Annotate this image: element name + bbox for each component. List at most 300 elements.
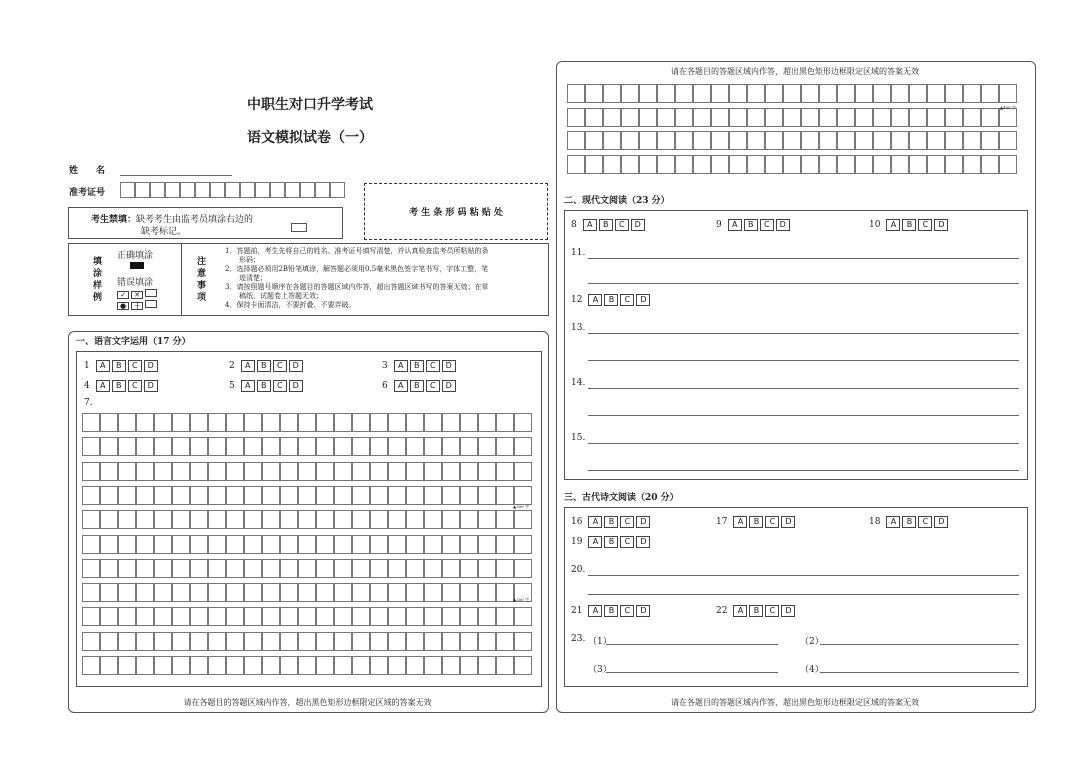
answer-line-15a[interactable] bbox=[588, 443, 1019, 444]
option-d-box[interactable]: D bbox=[144, 380, 158, 392]
writing-cell[interactable] bbox=[406, 462, 424, 481]
writing-cell[interactable] bbox=[514, 462, 532, 481]
writing-cell[interactable] bbox=[567, 84, 585, 103]
answer-line-14a[interactable] bbox=[588, 388, 1019, 389]
writing-cell[interactable] bbox=[657, 108, 675, 127]
option-c-box[interactable]: C bbox=[426, 380, 440, 392]
option-c-box[interactable]: C bbox=[426, 360, 440, 372]
writing-cell[interactable] bbox=[280, 462, 298, 481]
writing-cell[interactable] bbox=[765, 131, 783, 150]
writing-cell[interactable] bbox=[298, 462, 316, 481]
writing-cell[interactable] bbox=[226, 486, 244, 505]
writing-cell[interactable] bbox=[424, 583, 442, 602]
writing-cell[interactable] bbox=[585, 131, 603, 150]
writing-cell[interactable] bbox=[693, 108, 711, 127]
writing-cell[interactable] bbox=[100, 510, 118, 529]
writing-cell[interactable] bbox=[801, 84, 819, 103]
writing-cell[interactable] bbox=[244, 535, 262, 554]
exam-id-digit-box[interactable] bbox=[315, 182, 330, 198]
writing-cell[interactable] bbox=[711, 108, 729, 127]
writing-cell[interactable] bbox=[244, 437, 262, 456]
writing-cell[interactable] bbox=[280, 583, 298, 602]
option-d-box[interactable]: D bbox=[442, 380, 456, 392]
writing-cell[interactable] bbox=[100, 462, 118, 481]
writing-cell[interactable] bbox=[460, 583, 478, 602]
writing-cell[interactable] bbox=[136, 535, 154, 554]
writing-cell[interactable] bbox=[352, 607, 370, 626]
option-c-box[interactable]: C bbox=[918, 516, 932, 528]
writing-cell[interactable] bbox=[262, 486, 280, 505]
writing-cell[interactable] bbox=[783, 131, 801, 150]
writing-cell[interactable] bbox=[442, 583, 460, 602]
writing-cell[interactable] bbox=[262, 583, 280, 602]
writing-cell[interactable] bbox=[262, 510, 280, 529]
writing-cell[interactable] bbox=[82, 486, 100, 505]
exam-id-digit-box[interactable] bbox=[285, 182, 300, 198]
writing-cell[interactable] bbox=[729, 131, 747, 150]
writing-cell[interactable] bbox=[406, 656, 424, 675]
option-b-box[interactable]: B bbox=[749, 605, 763, 617]
writing-cell[interactable] bbox=[118, 656, 136, 675]
writing-cell[interactable] bbox=[136, 413, 154, 432]
writing-cell[interactable] bbox=[226, 535, 244, 554]
writing-cell[interactable] bbox=[388, 437, 406, 456]
writing-cell[interactable] bbox=[352, 535, 370, 554]
writing-cell[interactable] bbox=[118, 583, 136, 602]
writing-cell[interactable] bbox=[621, 155, 639, 174]
writing-cell[interactable] bbox=[837, 84, 855, 103]
writing-cell[interactable] bbox=[298, 413, 316, 432]
writing-cell[interactable] bbox=[190, 510, 208, 529]
option-c-box[interactable]: C bbox=[620, 536, 634, 548]
writing-cell[interactable] bbox=[154, 510, 172, 529]
writing-cell[interactable] bbox=[729, 155, 747, 174]
writing-cell[interactable] bbox=[370, 583, 388, 602]
writing-cell[interactable] bbox=[82, 607, 100, 626]
writing-cell[interactable] bbox=[154, 559, 172, 578]
option-a-box[interactable]: A bbox=[241, 360, 255, 372]
writing-cell[interactable] bbox=[424, 632, 442, 651]
writing-cell[interactable] bbox=[82, 583, 100, 602]
writing-cell[interactable] bbox=[208, 632, 226, 651]
writing-cell[interactable] bbox=[352, 437, 370, 456]
writing-cell[interactable] bbox=[244, 607, 262, 626]
option-c-box[interactable]: C bbox=[615, 219, 629, 231]
writing-cell[interactable] bbox=[208, 462, 226, 481]
writing-cell[interactable] bbox=[118, 559, 136, 578]
writing-cell[interactable] bbox=[460, 462, 478, 481]
writing-cell[interactable] bbox=[262, 656, 280, 675]
option-a-box[interactable]: A bbox=[96, 360, 110, 372]
writing-cell[interactable] bbox=[352, 413, 370, 432]
writing-cell[interactable] bbox=[981, 131, 999, 150]
writing-cell[interactable] bbox=[747, 155, 765, 174]
writing-cell[interactable] bbox=[370, 510, 388, 529]
writing-cell[interactable] bbox=[927, 155, 945, 174]
writing-cell[interactable] bbox=[442, 462, 460, 481]
writing-cell[interactable] bbox=[675, 108, 693, 127]
option-b-box[interactable]: B bbox=[744, 219, 758, 231]
writing-cell[interactable] bbox=[388, 510, 406, 529]
writing-cell[interactable] bbox=[226, 656, 244, 675]
writing-cell[interactable] bbox=[100, 413, 118, 432]
writing-cell[interactable] bbox=[226, 559, 244, 578]
writing-cell[interactable] bbox=[585, 155, 603, 174]
writing-cell[interactable] bbox=[316, 559, 334, 578]
writing-cell[interactable] bbox=[190, 559, 208, 578]
writing-cell[interactable] bbox=[316, 535, 334, 554]
writing-cell[interactable] bbox=[262, 607, 280, 626]
writing-cell[interactable] bbox=[927, 131, 945, 150]
writing-cell[interactable] bbox=[406, 583, 424, 602]
writing-cell[interactable] bbox=[262, 632, 280, 651]
writing-cell[interactable] bbox=[460, 656, 478, 675]
continued-writing-grid[interactable] bbox=[567, 84, 1023, 178]
writing-cell[interactable] bbox=[891, 131, 909, 150]
writing-cell[interactable] bbox=[496, 535, 514, 554]
writing-cell[interactable] bbox=[945, 131, 963, 150]
writing-cell[interactable] bbox=[82, 535, 100, 554]
writing-cell[interactable] bbox=[388, 462, 406, 481]
option-a-box[interactable]: A bbox=[733, 605, 747, 617]
writing-cell[interactable] bbox=[424, 535, 442, 554]
writing-cell[interactable] bbox=[352, 583, 370, 602]
writing-cell[interactable] bbox=[478, 437, 496, 456]
writing-cell[interactable] bbox=[657, 155, 675, 174]
writing-cell[interactable] bbox=[100, 656, 118, 675]
writing-cell[interactable] bbox=[100, 437, 118, 456]
writing-cell[interactable] bbox=[514, 413, 532, 432]
writing-cell[interactable] bbox=[442, 510, 460, 529]
writing-cell[interactable] bbox=[873, 131, 891, 150]
writing-cell[interactable] bbox=[136, 583, 154, 602]
writing-cell[interactable] bbox=[442, 632, 460, 651]
writing-cell[interactable] bbox=[262, 535, 280, 554]
writing-cell[interactable] bbox=[118, 462, 136, 481]
option-a-box[interactable]: A bbox=[588, 294, 602, 306]
writing-cell[interactable] bbox=[927, 108, 945, 127]
option-c-box[interactable]: C bbox=[918, 219, 932, 231]
writing-cell[interactable] bbox=[442, 607, 460, 626]
exam-id-digit-box[interactable] bbox=[225, 182, 240, 198]
writing-cell[interactable] bbox=[424, 559, 442, 578]
writing-cell[interactable] bbox=[639, 131, 657, 150]
writing-cell[interactable] bbox=[675, 84, 693, 103]
option-a-box[interactable]: A bbox=[728, 219, 742, 231]
writing-cell[interactable] bbox=[406, 510, 424, 529]
exam-id-digit-box[interactable] bbox=[120, 182, 135, 198]
writing-cell[interactable] bbox=[100, 632, 118, 651]
option-a-box[interactable]: A bbox=[583, 219, 597, 231]
writing-cell[interactable] bbox=[190, 583, 208, 602]
writing-cell[interactable] bbox=[496, 559, 514, 578]
writing-cell[interactable] bbox=[855, 131, 873, 150]
writing-cell[interactable] bbox=[280, 486, 298, 505]
writing-cell[interactable] bbox=[514, 437, 532, 456]
writing-cell[interactable] bbox=[82, 437, 100, 456]
writing-cell[interactable] bbox=[460, 510, 478, 529]
option-b-box[interactable]: B bbox=[599, 219, 613, 231]
writing-cell[interactable] bbox=[334, 413, 352, 432]
option-a-box[interactable]: A bbox=[588, 605, 602, 617]
option-b-box[interactable]: B bbox=[410, 360, 424, 372]
writing-cell[interactable] bbox=[334, 462, 352, 481]
writing-cell[interactable] bbox=[711, 155, 729, 174]
writing-cell[interactable] bbox=[639, 84, 657, 103]
writing-cell[interactable] bbox=[388, 583, 406, 602]
writing-cell[interactable] bbox=[406, 607, 424, 626]
answer-line-13a[interactable] bbox=[588, 333, 1019, 334]
writing-cell[interactable] bbox=[514, 656, 532, 675]
writing-cell[interactable] bbox=[496, 656, 514, 675]
writing-cell[interactable] bbox=[496, 510, 514, 529]
exam-id-digit-box[interactable] bbox=[270, 182, 285, 198]
option-b-box[interactable]: B bbox=[257, 380, 271, 392]
writing-cell[interactable] bbox=[478, 583, 496, 602]
writing-cell[interactable] bbox=[963, 155, 981, 174]
writing-cell[interactable] bbox=[819, 155, 837, 174]
writing-cell[interactable] bbox=[154, 413, 172, 432]
writing-cell[interactable] bbox=[100, 535, 118, 554]
writing-cell[interactable] bbox=[496, 486, 514, 505]
writing-cell[interactable] bbox=[316, 656, 334, 675]
option-c-box[interactable]: C bbox=[273, 360, 287, 372]
writing-cell[interactable] bbox=[190, 486, 208, 505]
option-d-box[interactable]: D bbox=[934, 219, 948, 231]
writing-cell[interactable] bbox=[639, 108, 657, 127]
writing-cell[interactable] bbox=[819, 84, 837, 103]
writing-cell[interactable] bbox=[478, 413, 496, 432]
writing-cell[interactable] bbox=[406, 413, 424, 432]
answer-line-13b[interactable] bbox=[588, 360, 1019, 361]
writing-cell[interactable] bbox=[82, 462, 100, 481]
writing-cell[interactable] bbox=[406, 632, 424, 651]
writing-cell[interactable] bbox=[855, 84, 873, 103]
writing-cell[interactable] bbox=[298, 535, 316, 554]
option-d-box[interactable]: D bbox=[781, 516, 795, 528]
writing-cell[interactable] bbox=[190, 535, 208, 554]
writing-cell[interactable] bbox=[154, 462, 172, 481]
exam-id-digit-box[interactable] bbox=[165, 182, 180, 198]
writing-cell[interactable] bbox=[873, 155, 891, 174]
answer-line-23-2[interactable] bbox=[820, 644, 1019, 645]
writing-cell[interactable] bbox=[226, 510, 244, 529]
option-b-box[interactable]: B bbox=[749, 516, 763, 528]
writing-cell[interactable] bbox=[100, 559, 118, 578]
writing-cell[interactable] bbox=[783, 155, 801, 174]
writing-cell[interactable] bbox=[352, 656, 370, 675]
writing-cell[interactable] bbox=[478, 559, 496, 578]
exam-id-digit-box[interactable] bbox=[195, 182, 210, 198]
option-b-box[interactable]: B bbox=[902, 516, 916, 528]
absent-mark-box[interactable] bbox=[291, 223, 307, 232]
writing-cell[interactable] bbox=[172, 607, 190, 626]
writing-cell[interactable] bbox=[567, 131, 585, 150]
writing-cell[interactable] bbox=[244, 583, 262, 602]
option-a-box[interactable]: A bbox=[588, 516, 602, 528]
option-c-box[interactable]: C bbox=[128, 360, 142, 372]
writing-cell[interactable] bbox=[334, 607, 352, 626]
writing-cell[interactable] bbox=[298, 559, 316, 578]
option-c-box[interactable]: C bbox=[765, 605, 779, 617]
exam-id-digit-box[interactable] bbox=[240, 182, 255, 198]
writing-cell[interactable] bbox=[478, 486, 496, 505]
writing-cell[interactable] bbox=[945, 155, 963, 174]
option-d-box[interactable]: D bbox=[934, 516, 948, 528]
writing-cell[interactable] bbox=[190, 632, 208, 651]
writing-cell[interactable] bbox=[765, 108, 783, 127]
writing-cell[interactable] bbox=[406, 486, 424, 505]
writing-cell[interactable] bbox=[280, 607, 298, 626]
option-a-box[interactable]: A bbox=[241, 380, 255, 392]
writing-cell[interactable] bbox=[837, 108, 855, 127]
option-d-box[interactable]: D bbox=[636, 294, 650, 306]
writing-cell[interactable] bbox=[136, 559, 154, 578]
writing-cell[interactable] bbox=[352, 559, 370, 578]
writing-cell[interactable] bbox=[226, 413, 244, 432]
writing-cell[interactable] bbox=[190, 656, 208, 675]
writing-cell[interactable] bbox=[154, 656, 172, 675]
exam-id-digit-box[interactable] bbox=[300, 182, 315, 198]
writing-cell[interactable] bbox=[657, 84, 675, 103]
writing-cell[interactable] bbox=[496, 607, 514, 626]
writing-cell[interactable] bbox=[603, 131, 621, 150]
writing-cell[interactable] bbox=[442, 413, 460, 432]
writing-cell[interactable] bbox=[316, 486, 334, 505]
writing-cell[interactable] bbox=[172, 583, 190, 602]
writing-cell[interactable] bbox=[244, 510, 262, 529]
writing-cell[interactable] bbox=[478, 607, 496, 626]
writing-cell[interactable] bbox=[172, 632, 190, 651]
option-b-box[interactable]: B bbox=[604, 516, 618, 528]
writing-cell[interactable] bbox=[585, 84, 603, 103]
writing-cell[interactable] bbox=[154, 486, 172, 505]
writing-cell[interactable] bbox=[585, 108, 603, 127]
writing-cell[interactable] bbox=[909, 84, 927, 103]
writing-cell[interactable] bbox=[478, 656, 496, 675]
writing-cell[interactable] bbox=[208, 656, 226, 675]
writing-cell[interactable] bbox=[262, 462, 280, 481]
writing-cell[interactable] bbox=[370, 486, 388, 505]
writing-cell[interactable] bbox=[298, 437, 316, 456]
writing-cell[interactable] bbox=[388, 632, 406, 651]
writing-cell[interactable] bbox=[118, 510, 136, 529]
writing-cell[interactable] bbox=[172, 486, 190, 505]
writing-cell[interactable] bbox=[262, 437, 280, 456]
writing-cell[interactable] bbox=[244, 486, 262, 505]
writing-cell[interactable] bbox=[639, 155, 657, 174]
exam-id-digit-box[interactable] bbox=[330, 182, 345, 198]
writing-cell[interactable] bbox=[280, 559, 298, 578]
writing-cell[interactable] bbox=[208, 583, 226, 602]
writing-cell[interactable] bbox=[981, 155, 999, 174]
writing-cell[interactable] bbox=[172, 510, 190, 529]
writing-cell[interactable] bbox=[244, 413, 262, 432]
option-a-box[interactable]: A bbox=[886, 516, 900, 528]
option-d-box[interactable]: D bbox=[144, 360, 158, 372]
writing-cell[interactable] bbox=[603, 155, 621, 174]
exam-id-digit-box[interactable] bbox=[180, 182, 195, 198]
writing-cell[interactable] bbox=[334, 437, 352, 456]
writing-cell[interactable] bbox=[406, 535, 424, 554]
writing-cell[interactable] bbox=[460, 437, 478, 456]
writing-cell[interactable] bbox=[280, 632, 298, 651]
option-b-box[interactable]: B bbox=[604, 294, 618, 306]
writing-cell[interactable] bbox=[352, 510, 370, 529]
writing-cell[interactable] bbox=[190, 462, 208, 481]
option-d-box[interactable]: D bbox=[636, 516, 650, 528]
writing-cell[interactable] bbox=[136, 656, 154, 675]
option-d-box[interactable]: D bbox=[776, 219, 790, 231]
option-b-box[interactable]: B bbox=[112, 360, 126, 372]
answer-line-14b[interactable] bbox=[588, 415, 1019, 416]
writing-cell[interactable] bbox=[729, 108, 747, 127]
writing-cell[interactable] bbox=[442, 437, 460, 456]
writing-cell[interactable] bbox=[298, 486, 316, 505]
writing-cell[interactable] bbox=[460, 632, 478, 651]
writing-cell[interactable] bbox=[82, 632, 100, 651]
writing-cell[interactable] bbox=[334, 632, 352, 651]
writing-cell[interactable] bbox=[496, 413, 514, 432]
writing-cell[interactable] bbox=[298, 583, 316, 602]
option-a-box[interactable]: A bbox=[394, 380, 408, 392]
writing-cell[interactable] bbox=[460, 559, 478, 578]
writing-cell[interactable] bbox=[82, 413, 100, 432]
writing-cell[interactable] bbox=[478, 632, 496, 651]
writing-cell[interactable] bbox=[496, 583, 514, 602]
writing-cell[interactable] bbox=[496, 437, 514, 456]
writing-cell[interactable] bbox=[136, 486, 154, 505]
writing-cell[interactable] bbox=[334, 559, 352, 578]
writing-cell[interactable] bbox=[370, 607, 388, 626]
writing-cell[interactable] bbox=[406, 559, 424, 578]
writing-cell[interactable] bbox=[388, 535, 406, 554]
answer-line-23-3[interactable] bbox=[606, 672, 778, 673]
writing-cell[interactable] bbox=[190, 437, 208, 456]
writing-cell[interactable] bbox=[801, 108, 819, 127]
writing-cell[interactable] bbox=[208, 437, 226, 456]
writing-cell[interactable] bbox=[154, 607, 172, 626]
answer-line-20a[interactable] bbox=[588, 575, 1019, 576]
writing-cell[interactable] bbox=[945, 108, 963, 127]
writing-cell[interactable] bbox=[514, 632, 532, 651]
writing-cell[interactable] bbox=[280, 535, 298, 554]
writing-cell[interactable] bbox=[298, 510, 316, 529]
writing-cell[interactable] bbox=[226, 607, 244, 626]
writing-cell[interactable] bbox=[244, 559, 262, 578]
option-b-box[interactable]: B bbox=[112, 380, 126, 392]
name-field[interactable] bbox=[120, 175, 232, 176]
writing-cell[interactable] bbox=[118, 607, 136, 626]
writing-cell[interactable] bbox=[298, 632, 316, 651]
answer-line-11a[interactable] bbox=[588, 258, 1019, 259]
writing-cell[interactable] bbox=[855, 108, 873, 127]
answer-line-15b[interactable] bbox=[588, 470, 1019, 471]
writing-cell[interactable] bbox=[567, 155, 585, 174]
writing-cell[interactable] bbox=[208, 510, 226, 529]
option-c-box[interactable]: C bbox=[620, 516, 634, 528]
writing-cell[interactable] bbox=[334, 583, 352, 602]
writing-cell[interactable] bbox=[424, 607, 442, 626]
writing-cell[interactable] bbox=[999, 84, 1017, 103]
option-c-box[interactable]: C bbox=[620, 294, 634, 306]
writing-cell[interactable] bbox=[334, 535, 352, 554]
writing-cell[interactable] bbox=[388, 413, 406, 432]
writing-cell[interactable] bbox=[154, 535, 172, 554]
writing-cell[interactable] bbox=[334, 510, 352, 529]
option-d-box[interactable]: D bbox=[289, 360, 303, 372]
option-d-box[interactable]: D bbox=[289, 380, 303, 392]
